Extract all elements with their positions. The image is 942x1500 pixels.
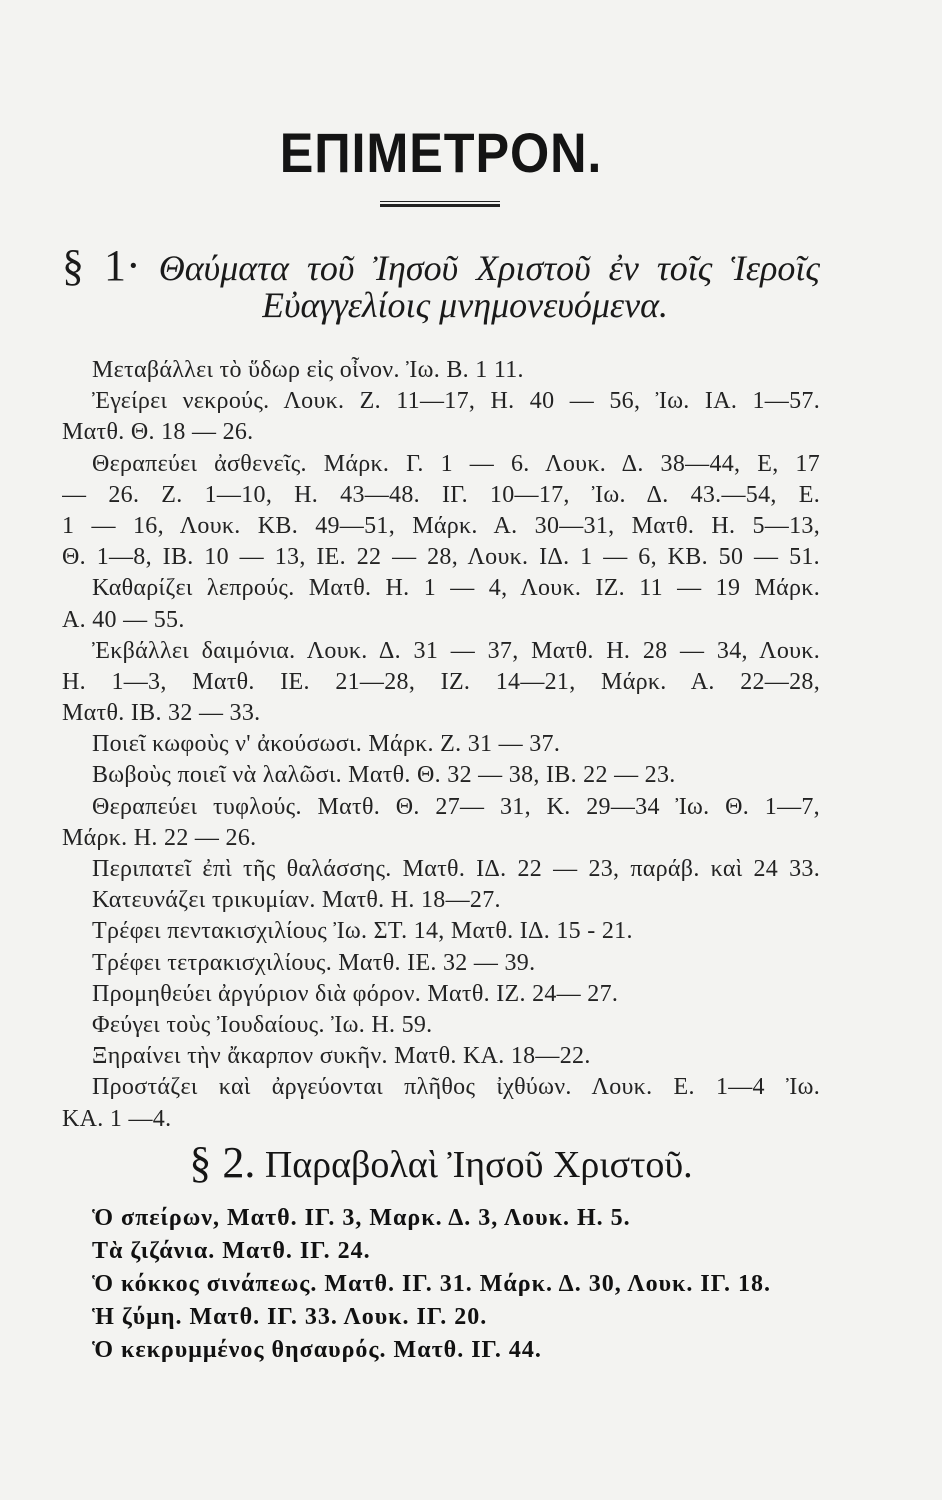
- miracle-entry-line: Προμηθεύει ἀργύριον διὰ φόρον. Ματθ. ΙΖ. 24— 27.: [92, 980, 619, 1007]
- miracle-entry-line: Α. 40 — 55.: [62, 606, 185, 633]
- miracle-entry-line: Ξηραίνει τὴν ἄκαρπον συκῆν. Ματθ. ΚΑ. 18—22.: [92, 1043, 591, 1070]
- section-1-heading-text: Θαύματα τοῦ Ἰησοῦ Χριστοῦ ἐν τοῖς Ἱεροῖς: [158, 248, 820, 288]
- miracle-entry-line: Ἐγείρει νεκρούς. Λουκ. Ζ. 11—17, Η. 40 — 56, Ἰω. ΙΑ. 1—57.: [92, 388, 820, 415]
- miracle-entry-line: Ματθ. Θ. 18 — 26.: [62, 419, 254, 446]
- parable-entry-line: Ὁ κεκρυμμένος θησαυρός. Ματθ. ΙΓ. 44.: [92, 1337, 542, 1363]
- miracle-entry-line: Ματθ. ΙΒ. 32 — 33.: [62, 700, 261, 727]
- miracle-entry-line: Προστάζει καὶ ἀργεύονται πλῆθος ἰχθύων. Λουκ. Ε. 1—4 Ἰω.: [92, 1074, 820, 1101]
- miracle-entry-line: Ἐκβάλλει δαιμόνια. Λουκ. Δ. 31 — 37, Ματθ. Η. 28 — 34, Λουκ.: [92, 637, 820, 664]
- miracle-entry-line: Θεραπεύει ἀσθενεῖς. Μάρκ. Γ. 1 — 6. Λουκ. Δ. 38—44, Ε, 17: [92, 450, 820, 477]
- section-2-heading-text: Παραβολαὶ Ἰησοῦ Χριστοῦ.: [264, 1144, 693, 1186]
- miracle-entry-line: Ποιεῖ κωφοὺς ν' ἀκούσωσι. Μάρκ. Ζ. 31 — 37.: [92, 731, 561, 758]
- miracle-entry-line: ΚΑ. 1 —4.: [62, 1105, 172, 1132]
- miracle-entry-line: Τρέφει πεντακισχιλίους Ἰω. ΣΤ. 14, Ματθ. ΙΔ. 15 - 21.: [92, 918, 633, 945]
- section-2-parables-list: [62, 1202, 820, 1367]
- miracle-entry-line: Μάρκ. Η. 22 — 26.: [62, 824, 257, 851]
- miracle-entry-line: Θ. 1—8, ΙΒ. 10 — 13, ΙΕ. 22 — 28, Λουκ. ΙΔ. 1 — 6, ΚΒ. 50 — 51.: [62, 544, 820, 571]
- miracle-entry-line: Τρέφει τετρακισχιλίους. Ματθ. ΙΕ. 32 — 39.: [92, 949, 536, 976]
- miracle-entry-line: Καθαρίζει λεπρούς. Ματθ. Η. 1 — 4, Λουκ. ΙΖ. 11 — 19 Μάρκ.: [92, 575, 820, 602]
- section-1-mark: § 1·: [62, 244, 141, 288]
- miracle-entry-line: — 26. Ζ. 1—10, Η. 43—48. ΙΓ. 10—17, Ἰω. Δ. 43.—54, Ε.: [62, 481, 820, 508]
- section-1-heading-line-1: [62, 244, 820, 288]
- miracle-entry-line: Μεταβάλλει τὸ ὕδωρ εἰς οἶνον. Ἰω. Β. 1 11.: [92, 357, 524, 383]
- miracle-entry-line: Η. 1—3, Ματθ. ΙΕ. 21—28, ΙΖ. 14—21, Μάρκ. Α. 22—28,: [62, 668, 820, 695]
- miracle-entry-line: Θεραπεύει τυφλούς. Ματθ. Θ. 27— 31, Κ. 29—34 Ἰω. Θ. 1—7,: [92, 793, 820, 820]
- parable-entry-line: Τὰ ζιζάνια. Ματθ. ΙΓ. 24.: [92, 1238, 371, 1264]
- miracle-entry-line: 1 — 16, Λουκ. ΚΒ. 49—51, Μάρκ. Α. 30—31, Ματθ. Η. 5—13,: [62, 512, 820, 539]
- section-2-heading: [62, 1141, 820, 1189]
- miracle-entry-line: Κατευνάζει τρικυμίαν. Ματθ. Η. 18—27.: [92, 887, 501, 914]
- section-1-heading-line-2: Εὐαγγελίοις μνημονευόμενα.: [262, 285, 668, 325]
- page-title: ΕΠΙΜΕΤΡΟΝ.: [279, 121, 603, 184]
- parable-entry-line: Ἡ ζύμη. Ματθ. ΙΓ. 33. Λουκ. ΙΓ. 20.: [92, 1304, 488, 1330]
- miracle-entry-line: Περιπατεῖ ἐπὶ τῆς θαλάσσης. Ματθ. ΙΔ. 22 — 23, παράβ. καὶ 24 33.: [92, 856, 820, 882]
- section-1-miracles-list: [62, 355, 820, 1135]
- parable-entry-line: Ὁ κόκκος σινάπεως. Ματθ. ΙΓ. 31. Μάρκ. Δ. 30, Λουκ. ΙΓ. 18.: [92, 1271, 772, 1297]
- title-rule: [380, 201, 500, 207]
- section-2-mark: § 2.: [189, 1141, 256, 1187]
- miracle-entry-line: Φεύγει τοὺς Ἰουδαίους. Ἰω. Η. 59.: [92, 1011, 433, 1038]
- parable-entry-line: Ὁ σπείρων, Ματθ. ΙΓ. 3, Μαρκ. Δ. 3, Λουκ. Η. 5.: [92, 1205, 631, 1231]
- miracle-entry-line: Βωβοὺς ποιεῖ νὰ λαλῶσι. Ματθ. Θ. 32 — 38, ΙΒ. 22 — 23.: [92, 762, 676, 789]
